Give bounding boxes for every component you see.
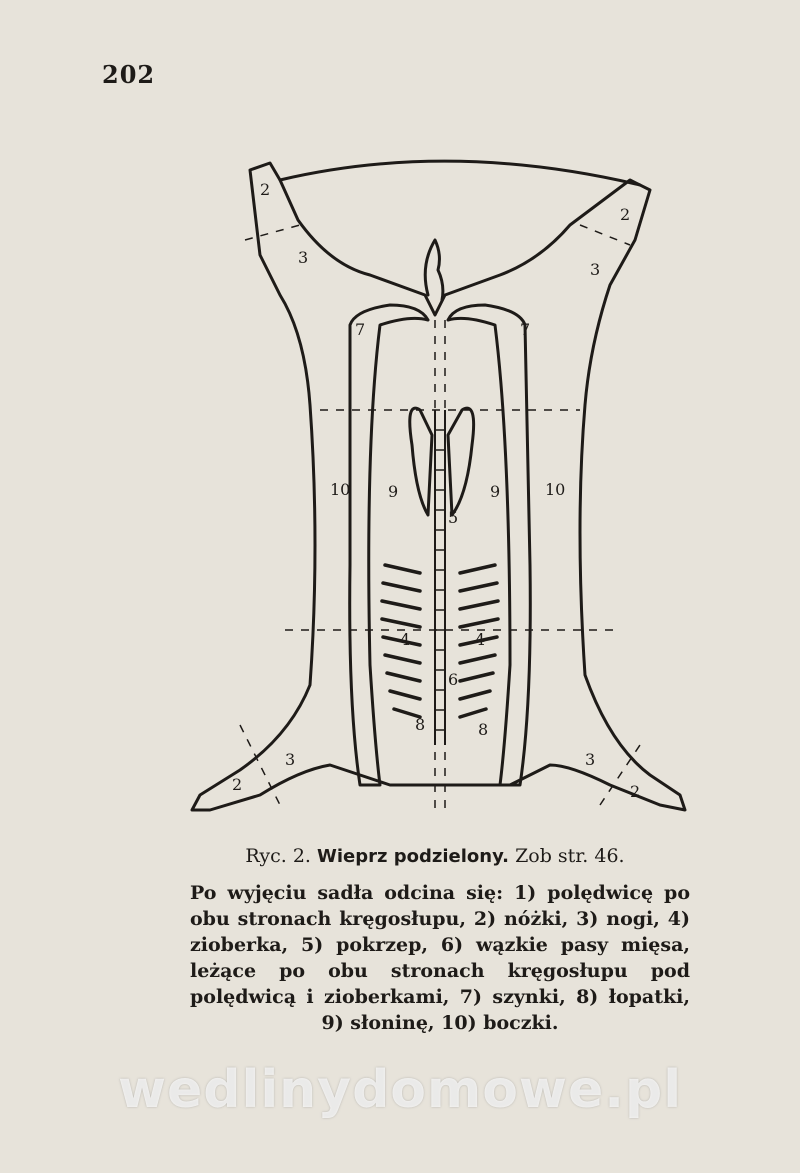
vertebrae xyxy=(435,430,445,730)
label-chops-left: 4 xyxy=(400,630,411,649)
label-shoulders-right: 8 xyxy=(478,720,489,739)
label-legs-bottom-left: 3 xyxy=(285,750,296,769)
label-feet-bottom-left: 2 xyxy=(232,775,243,794)
label-chops-right: 4 xyxy=(475,630,486,649)
label-flank: 5 xyxy=(448,508,459,527)
label-belly-right: 10 xyxy=(545,480,566,499)
caption-title: Wieprz podzielony. xyxy=(317,846,510,867)
label-legs-right: 3 xyxy=(590,260,601,279)
label-legs-left: 3 xyxy=(298,248,309,267)
label-feet-left: 2 xyxy=(260,180,271,199)
figure-caption xyxy=(0,845,800,867)
caption-reference: Zob str. 46. xyxy=(515,845,625,867)
watermark: wedlinydomowe.pl xyxy=(117,1060,683,1120)
label-hams-right: 7 xyxy=(520,320,531,339)
label-feet-bottom-right: 2 xyxy=(630,782,641,801)
caption-prefix: Ryc. 2. xyxy=(245,845,311,867)
label-shoulders-left: 8 xyxy=(415,715,426,734)
diagram-svg xyxy=(180,145,700,825)
label-fat-right: 9 xyxy=(490,482,501,501)
carcass-outline xyxy=(192,161,685,810)
label-hams-left: 7 xyxy=(355,320,366,339)
spine xyxy=(435,410,445,745)
page-number: 202 xyxy=(102,60,156,89)
label-fat-left: 9 xyxy=(388,482,399,501)
label-belly-left: 10 xyxy=(330,480,351,499)
label-feet-right: 2 xyxy=(620,205,631,224)
label-strips: 6 xyxy=(448,670,459,689)
description-text: Po wyjęciu sadła odcina się: 1) polędwicę po obu stronach kręgosłupu, 2) nóżki, 3) nogi, 4) zioberka, 5) pokrzep, 6) wązkie pasy mięsa, leżące po obu stronach kręgosłupu pod polędwicą i zioberkami, 7) szynki, 8) łopatki, 9) słoninę, 10) boczki. xyxy=(190,882,690,1034)
label-legs-bottom-right: 3 xyxy=(585,750,596,769)
pig-carcass-diagram xyxy=(180,145,700,825)
